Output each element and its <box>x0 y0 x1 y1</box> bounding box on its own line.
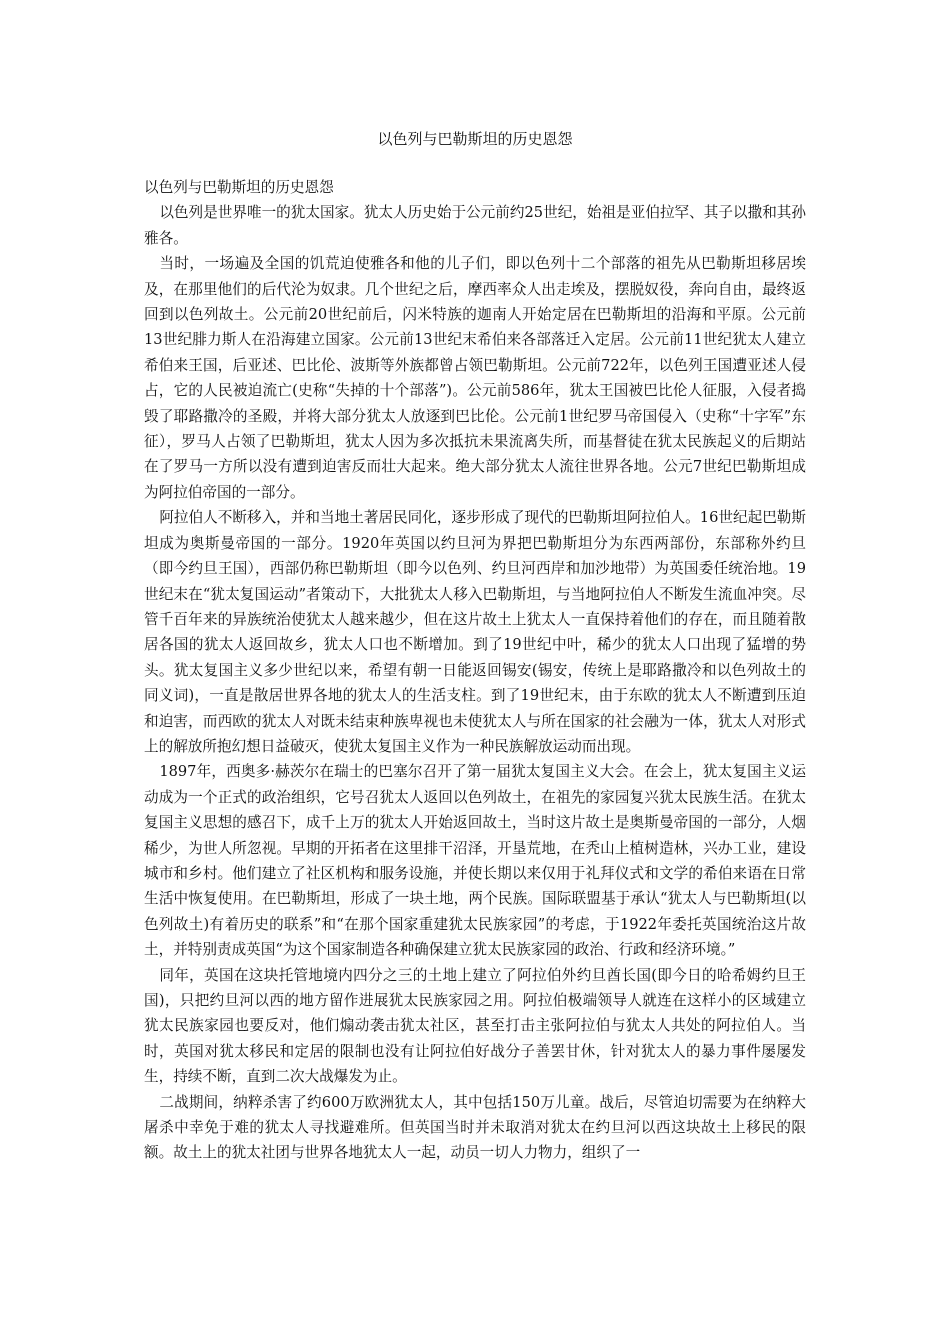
document-body <box>144 175 806 1166</box>
paragraph: 阿拉伯人不断移入，并和当地土著居民同化，逐步形成了现代的巴勒斯坦阿拉伯人。16世纪起巴勒斯坦成为奥斯曼帝国的一部分。1920年英国以约旦河为界把巴勒斯坦分为东西两部份，东部称外约旦（即今约旦王国），西部仍称巴勒斯坦（即今以色列、约旦河西岸和加沙地带）为英国委任统治地。19世纪末在“犹太复国运动”者策动下，大批犹太人移入巴勒斯坦，与当地阿拉伯人不断发生流血冲突。尽管千百年来的异族统治使犹太人越来越少，但在这片故土上犹太人一直保持着他们的存在，而且随着散居各国的犹太人返回故乡，犹太人口也不断增加。到了19世纪中叶，稀少的犹太人口出现了猛增的势头。犹太复国主义多少世纪以来，希望有朝一日能返回锡安(锡安，传统上是耶路撒冷和以色列故土的同义词)，一直是散居世界各地的犹太人的生活支柱。到了19世纪末，由于东欧的犹太人不断遭到压迫和迫害，而西欧的犹太人对既未结束种族卑视也未使犹太人与所在国家的社会融为一体，犹太人对形式上的解放所抱幻想日益破灭，使犹太复国主义作为一种民族解放运动而出现。 <box>144 509 806 755</box>
paragraph: 以色列是世界唯一的犹太国家。犹太人历史始于公元前约25世纪，始祖是亚伯拉罕、其子以撒和其孙雅各。 <box>144 204 806 247</box>
paragraph: 二战期间，纳粹杀害了约600万欧洲犹太人，其中包括150万儿童。战后，尽管迫切需要为在纳粹大屠杀中幸免于难的犹太人寻找避难所。但英国当时并未取消对犹太在约旦河以西这块故土上移民的限额。故土上的犹太社团与世界各地犹太人一起，动员一切人力物力，组织了一 <box>144 1093 806 1162</box>
paragraph: 当时，一场遍及全国的饥荒迫使雅各和他的儿子们，即以色列十二个部落的祖先从巴勒斯坦移居埃及，在那里他们的后代沦为奴隶。几个世纪之后，摩西率众人出走埃及，摆脱奴役，奔向自由，最终返回到以色列故土。公元前20世纪前后，闪米特族的迦南人开始定居在巴勒斯坦的沿海和平原。公元前13世纪腓力斯人在沿海建立国家。公元前13世纪末希伯来各部落迁入定居。公元前11世纪犹太人建立希伯来王国，后亚述、巴比伦、波斯等外族都曾占领巴勒斯坦。公元前722年，以色列王国遭亚述人侵占，它的人民被迫流亡(史称“失掉的十个部落”)。公元前586年，犹太王国被巴比伦人征服，入侵者捣毁了耶路撒冷的圣殿，并将大部分犹太人放逐到巴比伦。公元前1世纪罗马帝国侵入（史称“十字军”东征），罗马人占领了巴勒斯坦，犹太人因为多次抵抗未果流离失所，而基督徒在犹太民族起义的后期站在了罗马一方所以没有遭到迫害反而壮大起来。绝大部分犹太人流往世界各地。公元7世纪巴勒斯坦成为阿拉伯帝国的一部分。 <box>144 255 806 501</box>
paragraph: 1897年，西奥多·赫茨尔在瑞士的巴塞尔召开了第一届犹太复国主义大会。在会上，犹太复国主义运动成为一个正式的政治组织，它号召犹太人返回以色列故土，在祖先的家园复兴犹太民族生活。在犹太复国主义思想的感召下，成千上万的犹太人开始返回故土，当时这片故土是奥斯曼帝国的一部分，人烟稀少，为世人所忽视。早期的开拓者在这里排干沼泽，开垦荒地，在秃山上植树造林，兴办工业，建设城市和乡村。他们建立了社区机构和服务设施，并使长期以来仅用于礼拜仪式和文学的希伯来语在日常生活中恢复使用。在巴勒斯坦，形成了一块土地，两个民族。国际联盟基于承认“犹太人与巴勒斯坦(以色列故土)有着历史的联系”和“在那个国家重建犹太民族家园”的考虑，于1922年委托英国统治这片故土，并特别责成英国“为这个国家制造各种确保建立犹太民族家园的政治、行政和经济环境。” <box>144 763 806 959</box>
document-subtitle: 以色列与巴勒斯坦的历史恩怨 <box>144 179 334 196</box>
paragraph: 同年，英国在这块托管地境内四分之三的土地上建立了阿拉伯外约旦酋长国(即今日的哈希姆约旦王国)，只把约旦河以西的地方留作进展犹太民族家园之用。阿拉伯极端领导人就连在这样小的区域建立犹太民族家园也要反对，他们煽动袭击犹太社区，甚至打击主张阿拉伯与犹太人共处的阿拉伯人。当时，英国对犹太移民和定居的限制也没有让阿拉伯好战分子善罢甘休，针对犹太人的暴力事件屡屡发生，持续不断，直到二次大战爆发为止。 <box>144 966 806 1086</box>
document-title: 以色列与巴勒斯坦的历史恩怨 <box>377 130 573 148</box>
